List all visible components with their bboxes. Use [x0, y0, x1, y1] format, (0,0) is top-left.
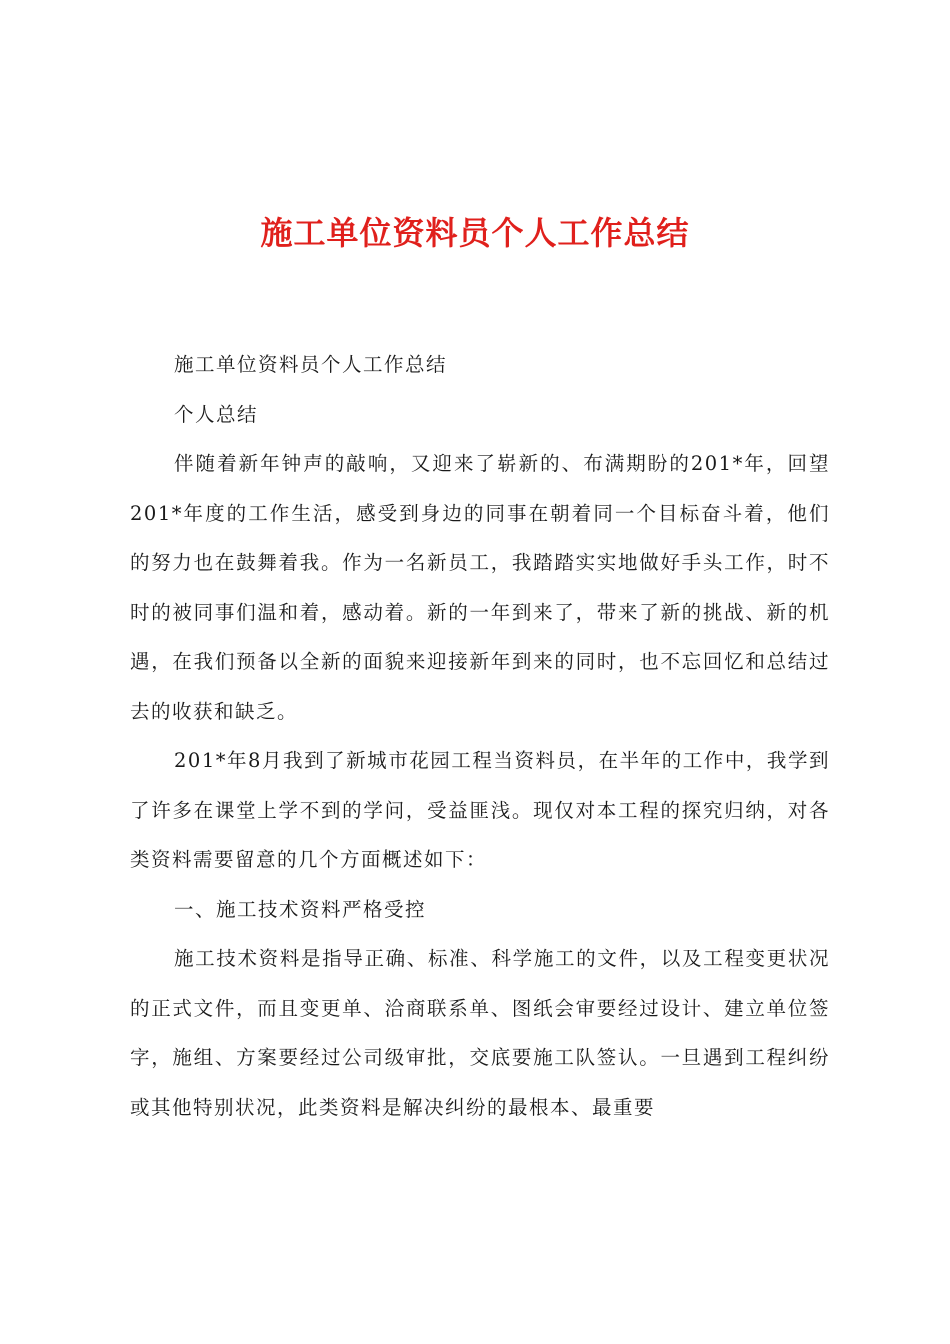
paragraph-intro: 伴随着新年钟声的敲响，又迎来了崭新的、布满期盼的201*年，回望201*年度的工作生活，感受到身边的同事在朝着同一个目标奋斗着，他们的努力也在鼓舞着我。作为一名新员工，我踏踏实实地做好手头工作，时不时的被同事们温和着，感动着。新的一年到来了，带来了新的挑战、新的机遇，在我们预备以全新的面貌来迎接新年到来的同时，也不忘回忆和总结过去的收获和缺乏。 — [130, 452, 830, 723]
paragraph-technical-docs: 施工技术资料是指导正确、标准、科学施工的文件，以及工程变更状况的正式文件，而且变更单、洽商联系单、图纸会审要经过设计、建立单位签字，施组、方案要经过公司级审批，交底要施工队签认。一旦遇到工程纠纷或其他特别状况，此类资料是解决纠纷的最根本、最重要 — [130, 947, 830, 1119]
paragraph-section-label: 个人总结 — [174, 402, 259, 426]
document-title: 施工单位资料员个人工作总结 — [260, 214, 690, 252]
paragraph-heading-1: 一、施工技术资料严格受控 — [174, 897, 427, 921]
paragraph-experience: 201*年8月我到了新城市花园工程当资料员，在半年的工作中，我学到了许多在课堂上学不到的学问，受益匪浅。现仅对本工程的探究归纳，对各类资料需要留意的几个方面概述如下： — [130, 749, 830, 871]
document-body — [130, 340, 830, 1132]
paragraph-subtitle: 施工单位资料员个人工作总结 — [174, 353, 448, 376]
